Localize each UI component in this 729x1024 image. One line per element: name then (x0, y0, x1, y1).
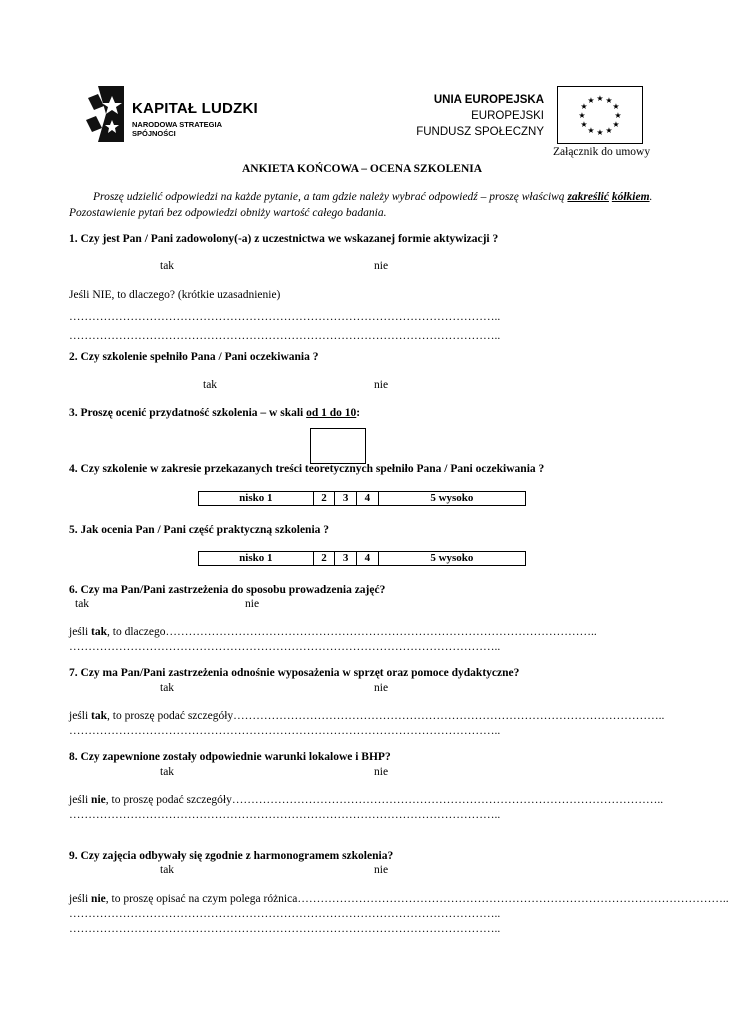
q7-followup[interactable] (69, 710, 665, 722)
q7-f-a: jeśli (69, 710, 92, 722)
q7-yes-label: tak (160, 682, 175, 694)
q9-option-yes[interactable] (156, 864, 174, 876)
q8-f-a: jeśli (69, 794, 92, 806)
scale-option[interactable]: 4 (357, 552, 379, 566)
scale-option[interactable]: nisko 1 (199, 492, 314, 506)
q7-f-b: tak (91, 710, 108, 722)
scale-option[interactable]: 2 (313, 552, 335, 566)
q3-text-c: : (356, 407, 361, 419)
q2-yes-label: tak (203, 379, 218, 391)
answer-dots: ………………………………………………………………………………………………….. (231, 794, 664, 806)
q6-yes-label: tak (75, 598, 90, 610)
ue-line3: FUNDUSZ SPOŁECZNY (416, 126, 544, 138)
q1-yes-label: tak (160, 260, 175, 272)
svg-text:★: ★ (605, 126, 613, 135)
answer-line[interactable]: ………………………………………………………………………………………………….. (69, 809, 501, 821)
eu-text-block (416, 92, 544, 140)
answer-line[interactable]: ………………………………………………………………………………………………….. (69, 923, 501, 935)
ue-line2: EUROPEJSKI (471, 110, 544, 122)
q8-yes-label: tak (160, 766, 175, 778)
answer-line[interactable]: ………………………………………………………………………………………………….. (69, 725, 501, 737)
q6-f-b: tak (91, 626, 108, 638)
answer-dots: ………………………………………………………………………………………………….. (233, 710, 665, 722)
q9-yes-label: tak (160, 864, 175, 876)
kapital-ludzki-emblem-icon (84, 84, 130, 144)
scale-option[interactable]: 5 wysoko (378, 552, 525, 566)
q8-f-b: nie (91, 794, 106, 806)
page-title: ANKIETA KOŃCOWA – OCENA SZKOLENIA (241, 163, 483, 175)
intro-part1: Proszę udzielić odpowiedzi na każde pytanie, a tam gdzie należy wybrać odpowiedź – proszę właściwą (93, 191, 568, 203)
q7-no-label: nie (374, 682, 389, 694)
q2-text: 2. Czy szkolenie spełniło Pana / Pani oczekiwania ? (69, 351, 319, 363)
q7-option-no[interactable] (370, 682, 388, 694)
answer-dots: ………………………………………………………………………………………………….. (297, 893, 729, 905)
kl-subtitle: NARODOWA STRATEGIA SPÓJNOŚCI (132, 120, 222, 138)
q8-f-c: , to proszę podać szczegóły (105, 794, 232, 806)
q6-no-label: nie (245, 598, 260, 610)
q6-option-yes[interactable] (71, 598, 89, 610)
q8-option-yes[interactable] (156, 766, 174, 778)
scale-option[interactable]: 3 (335, 492, 357, 506)
q8-no-label: nie (374, 766, 389, 778)
q1-text: 1. Czy jest Pan / Pani zadowolony(-a) z uczestnictwa we wskazanej formie aktywizacji ? (69, 233, 499, 245)
q4-text: 4. Czy szkolenie w zakresie przekazanych treści teoretycznych spełniło Pana / Pani oczekiwania ? (69, 463, 545, 475)
q2-option-yes[interactable] (199, 379, 217, 391)
q1-option-yes[interactable] (156, 260, 174, 272)
attachment-note: Załącznik do umowy (553, 146, 651, 158)
kapital-ludzki-logo (84, 84, 266, 144)
svg-text:★: ★ (587, 126, 595, 135)
q2-no-label: nie (374, 379, 389, 391)
q7-text: 7. Czy ma Pan/Pani zastrzeżenia odnośnie wyposażenia w sprzęt oraz pomoce dydaktyczne? (69, 667, 520, 679)
q1-no-label: nie (374, 260, 389, 272)
q9-no-label: nie (374, 864, 389, 876)
q9-option-no[interactable] (370, 864, 388, 876)
answer-line[interactable]: ………………………………………………………………………………………………….. (69, 641, 501, 653)
q5-text: 5. Jak ocenia Pan / Pani część praktyczną szkolenia ? (69, 524, 330, 536)
intro-emph1: zakreślić (567, 191, 609, 203)
svg-text:★: ★ (612, 120, 620, 129)
q3-text (69, 407, 360, 419)
q6-f-a: jeśli (69, 626, 92, 638)
eu-flag (557, 86, 643, 144)
scale-option[interactable]: 2 (313, 492, 335, 506)
scale-option[interactable]: nisko 1 (199, 552, 314, 566)
scale-option[interactable]: 4 (357, 492, 379, 506)
q1-followup: Jeśli NIE, to dlaczego? (krótkie uzasadnienie) (69, 289, 281, 301)
q6-option-no[interactable] (241, 598, 259, 610)
svg-text:★: ★ (580, 102, 588, 111)
svg-text:★: ★ (587, 96, 595, 105)
q6-f-c: , to dlaczego (107, 626, 166, 638)
q6-text: 6. Czy ma Pan/Pani zastrzeżenia do sposobu prowadzenia zajęć? (69, 584, 386, 596)
answer-dots: ………………………………………………………………………………………………….. (165, 626, 597, 638)
q9-followup[interactable] (69, 893, 729, 905)
q2-option-no[interactable] (370, 379, 388, 391)
q6-followup[interactable] (69, 626, 597, 638)
q9-text: 9. Czy zajęcia odbywały się zgodnie z harmonogramem szkolenia? (69, 850, 394, 862)
q3-text-a: 3. Proszę ocenić przydatność szkolenia – w skali (69, 407, 307, 419)
q8-option-no[interactable] (370, 766, 388, 778)
svg-text:★: ★ (580, 120, 588, 129)
scale-option[interactable]: 5 wysoko (378, 492, 525, 506)
answer-line[interactable]: ………………………………………………………………………………………………….. (69, 311, 501, 323)
eu-stars-icon (558, 87, 642, 143)
svg-text:★: ★ (596, 128, 604, 137)
q8-followup[interactable] (69, 794, 664, 806)
kl-title: KAPITAŁ LUDZKI (132, 100, 258, 117)
svg-text:★: ★ (596, 94, 604, 103)
q9-f-c: , to proszę opisać na czym polega różnica (105, 893, 298, 905)
svg-text:★: ★ (605, 96, 613, 105)
q7-f-c: , to proszę podać szczegóły (107, 710, 234, 722)
svg-text:★: ★ (614, 111, 622, 120)
ue-line1: UNIA EUROPEJSKA (433, 94, 544, 106)
svg-text:★: ★ (578, 111, 586, 120)
intro-paragraph (69, 189, 659, 221)
answer-line[interactable]: ………………………………………………………………………………………………….. (69, 330, 501, 342)
intro-emph2: kółkiem (611, 191, 650, 203)
svg-text:★: ★ (612, 102, 620, 111)
rating-input-box[interactable] (310, 428, 366, 464)
q3-text-b: od 1 do 10 (306, 407, 357, 419)
answer-line[interactable]: ………………………………………………………………………………………………….. (69, 908, 501, 920)
q9-f-a: jeśli (69, 893, 92, 905)
q4-scale-table (198, 491, 526, 506)
q7-option-yes[interactable] (156, 682, 174, 694)
scale-option[interactable]: 3 (335, 552, 357, 566)
q8-text: 8. Czy zapewnione zostały odpowiednie warunki lokalowe i BHP? (69, 751, 391, 763)
q5-scale-table (198, 551, 526, 566)
q1-option-no[interactable] (370, 260, 388, 272)
q9-f-b: nie (91, 893, 106, 905)
intro-part3: . Pozostawienie pytań bez odpowiedzi obniży wartość całego badania. (69, 191, 653, 219)
